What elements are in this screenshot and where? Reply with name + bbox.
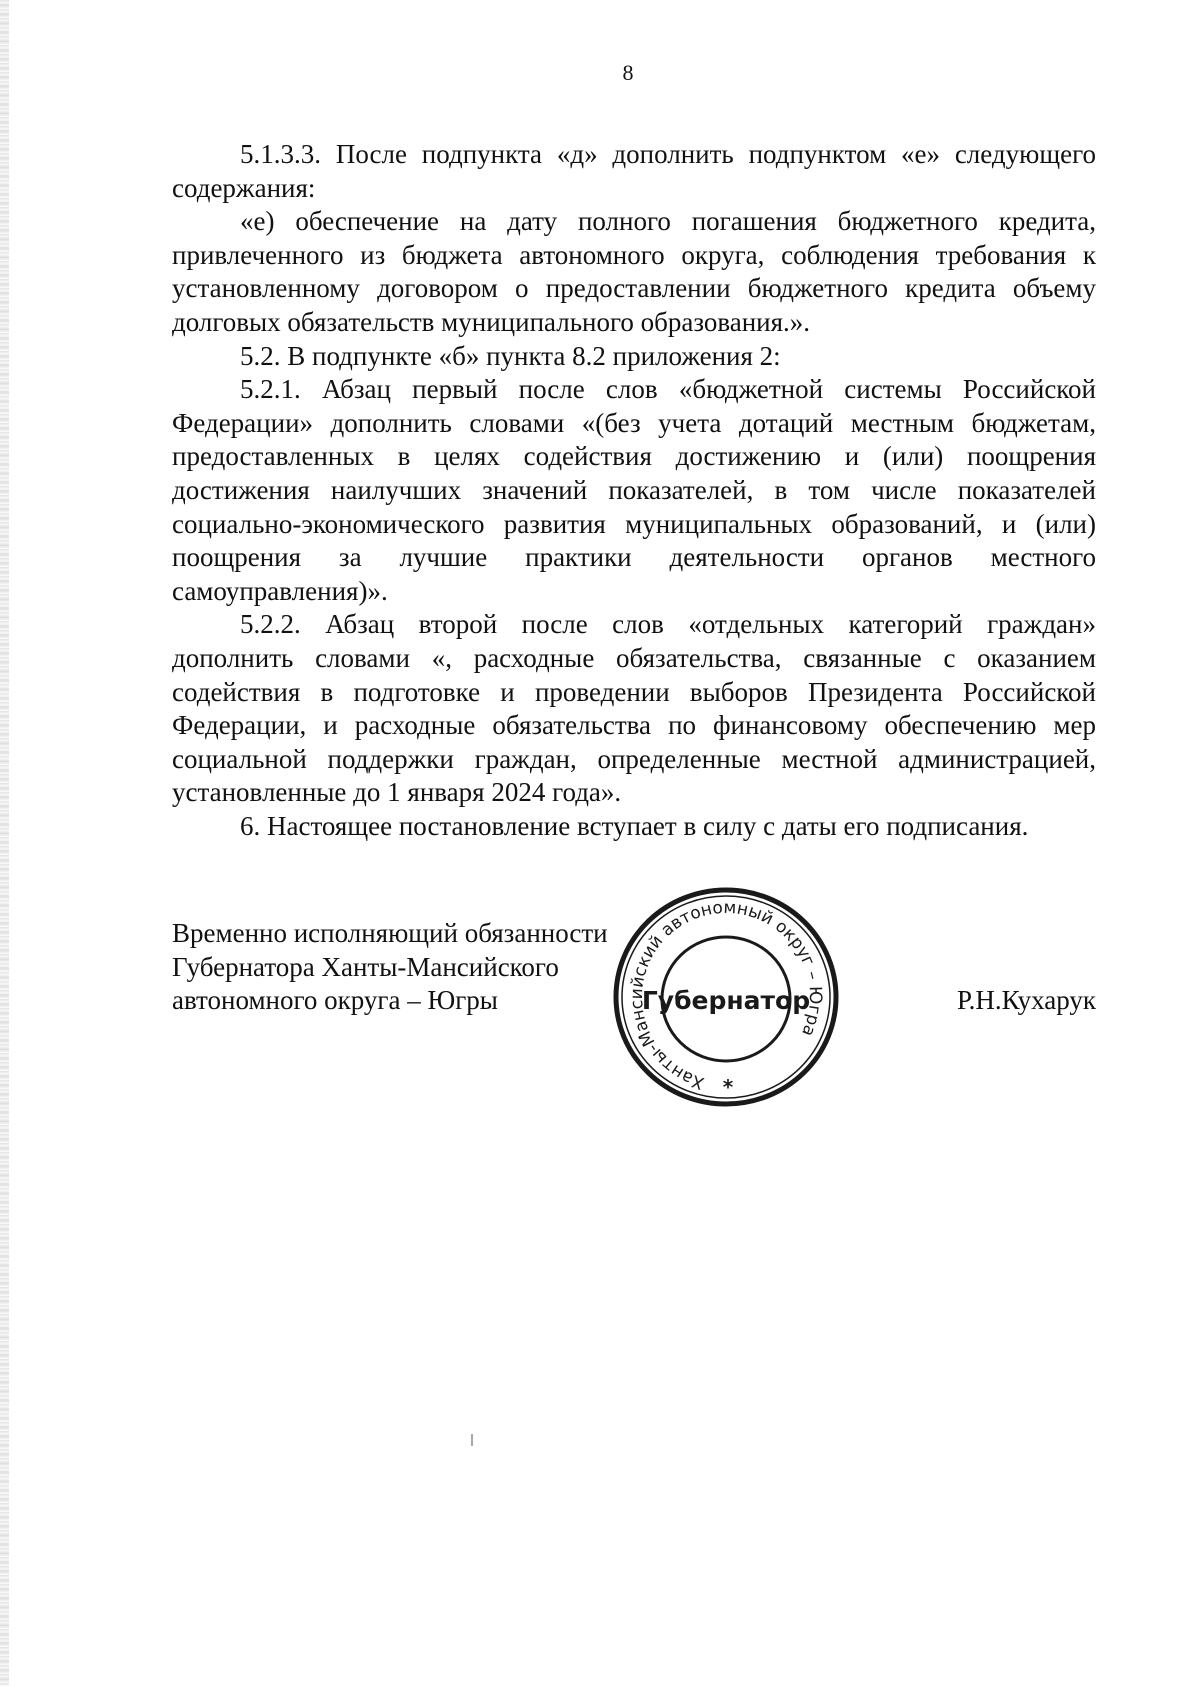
paragraph-subitem-e: «е) обеспечение на дату полного погашения бюджетного кредита, привлеченного из бюджета автономного округа, соблюдения требования к установленному договором о предоставлении бюджетного кредита объему долговых обязательств муниципального образования.».	[172, 206, 1096, 337]
page-number: 8	[622, 60, 634, 85]
seal-graphic	[606, 881, 846, 1113]
seal-star: *	[722, 1075, 734, 1099]
scan-speck	[471, 1434, 473, 1446]
paragraph-6: 6. Настоящее постановление вступает в силу с даты его подписания.	[240, 810, 1029, 841]
document-body	[172, 138, 1096, 843]
signer-position-line: Временно исполняющий обязанности	[172, 918, 608, 948]
paragraph-5-2-1: 5.2.1. Абзац первый после слов «бюджетной системы Российской Федерации» дополнить словами «(без учета дотаций местным бюджетам, предоставленных в целях содействия достижению и (или) поощрения достижения наилучших значений показателей, в том числе показателей социально-экономического развития муниципальных образований, и (или) поощрения за лучшие практики деятельности органов местного самоуправления)».	[172, 374, 1096, 606]
scan-edge	[0, 0, 9, 1686]
signature-block	[172, 917, 608, 1018]
paragraph-5-2: 5.2. В подпункте «б» пункта 8.2 приложения 2:	[240, 340, 781, 371]
paragraph-5-1-3-3: 5.1.3.3. После подпункта «д» дополнить подпунктом «е» следующего содержания:	[172, 139, 1096, 203]
paragraph-5-2-2: 5.2.2. Абзац второй после слов «отдельных категорий граждан» дополнить словами «, расходные обязательства, связанные с оказанием содействия в подготовке и проведении выборов Президента Российской Федерации, и расходные обязательства по финансовому обеспечению мер социальной поддержки граждан, определенные местной администрацией, установленные до 1 января 2024 года».	[172, 609, 1096, 808]
seal-center-text: Губернатор	[641, 986, 811, 1015]
signer-position-line: автономного округа – Югры	[172, 985, 498, 1016]
seal-ring-text: Ханты-Мансийский автономный округ – Югра	[626, 897, 826, 1093]
signer-position-line: Губернатора Ханты-Мансийского	[172, 951, 559, 982]
signer-name: Р.Н.Кухарук	[956, 985, 1096, 1015]
official-seal	[606, 881, 846, 1113]
